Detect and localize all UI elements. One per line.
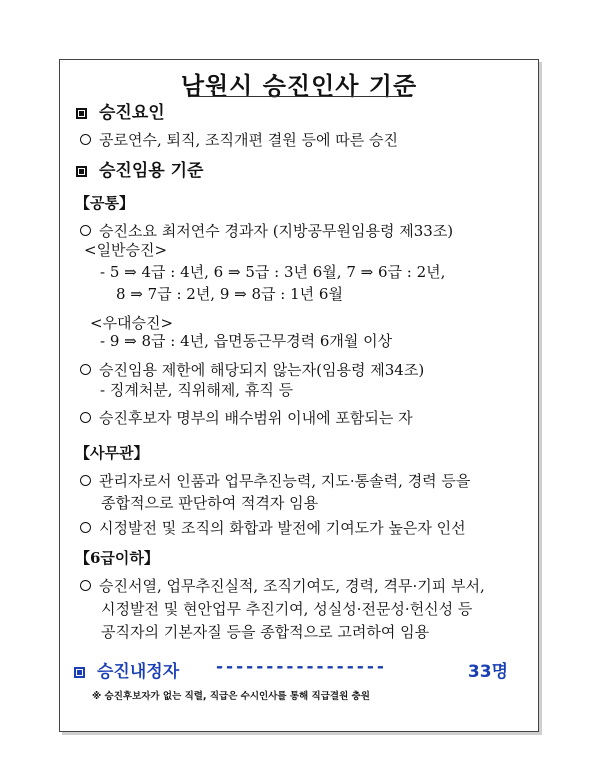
square-bullet-icon: [74, 667, 85, 678]
footnote: ※ 승진후보자가 없는 직렬, 직급은 수시인사를 통해 직급결원 충원: [92, 691, 370, 702]
leader-dashes: -----------------: [216, 657, 387, 677]
list-item: [80, 408, 413, 428]
circle-bullet-icon: [80, 225, 91, 236]
list-item-text: 승진후보자 명부의 배수범위 이내에 포함되는 자: [99, 409, 413, 427]
list-item-text: 공로연수, 퇴직, 조직개편 결원 등에 따른 승진: [99, 131, 398, 149]
circle-bullet-icon: [80, 475, 91, 486]
section1-heading-text: 승진요인: [99, 103, 165, 123]
section-heading-criteria: [76, 161, 203, 181]
section2-heading-text: 승진임용 기준: [99, 161, 204, 181]
list-item-text: 승진소요 최저연수 경과자 (지방공무원임용령 제33조): [99, 222, 454, 240]
circle-bullet-icon: [80, 364, 91, 375]
list-item-sub: - 징계처분, 직위해제, 휴직 등: [100, 381, 294, 399]
list-item: [80, 471, 470, 491]
page-title: 남원시 승진인사 기준: [180, 72, 418, 100]
square-bullet-icon: [76, 108, 87, 119]
circle-bullet-icon: [80, 580, 91, 591]
circle-bullet-icon: [80, 412, 91, 423]
list-item-text: 승진임용 제한에 해당되지 않는자(임용령 제34조): [99, 361, 425, 379]
general-promotion-line: 8 ⇒ 7급 : 2년, 9 ⇒ 8급 : 1년 6월: [116, 285, 343, 303]
nominees-count: 33명: [467, 662, 508, 682]
list-item: [80, 221, 453, 241]
list-item-text: 관리자로서 인품과 업무추진능력, 지도·통솔력, 경력 등을: [99, 472, 471, 490]
list-item-continuation: 공직자의 기본자질 등을 종합적으로 고려하여 임용: [101, 623, 430, 641]
square-bullet-icon: [76, 166, 87, 177]
list-item: [80, 360, 424, 380]
list-item-continuation: 시정발전 및 현안업무 추진기여, 성실성·전문성·헌신성 등: [101, 600, 473, 618]
list-item: [80, 518, 466, 538]
list-item: [80, 130, 398, 150]
list-item-continuation: 종합적으로 판단하여 적격자 임용: [101, 494, 319, 512]
nominees-label: 승진내정자: [97, 662, 180, 682]
list-item-text: 승진서열, 업무추진실적, 조직기여도, 경력, 격무·기피 부서,: [99, 577, 485, 595]
list-item-text: 시정발전 및 조직의 화합과 발전에 기여도가 높은자 인선: [99, 519, 466, 537]
subsection-label-office: 【사무관】: [75, 444, 149, 462]
list-item: [80, 576, 485, 596]
circle-bullet-icon: [80, 134, 91, 145]
special-promotion-line: - 9 ⇒ 8급 : 4년, 읍면동근무경력 6개월 이상: [100, 332, 393, 350]
section-heading-promotion-factors: [76, 103, 165, 123]
subsection-label-grade6: 【6급이하】: [75, 549, 159, 567]
circle-bullet-icon: [80, 522, 91, 533]
special-promotion-label: <우대승진>: [90, 314, 174, 332]
title-underline: [190, 96, 412, 97]
subsection-label-common: 【공통】: [75, 194, 134, 212]
general-promotion-label: <일반승진>: [84, 241, 168, 259]
general-promotion-line: - 5 ⇒ 4급 : 4년, 6 ⇒ 5급 : 3년 6월, 7 ⇒ 6급 : 2년,: [100, 263, 446, 281]
promotion-nominees-line: [74, 657, 514, 682]
